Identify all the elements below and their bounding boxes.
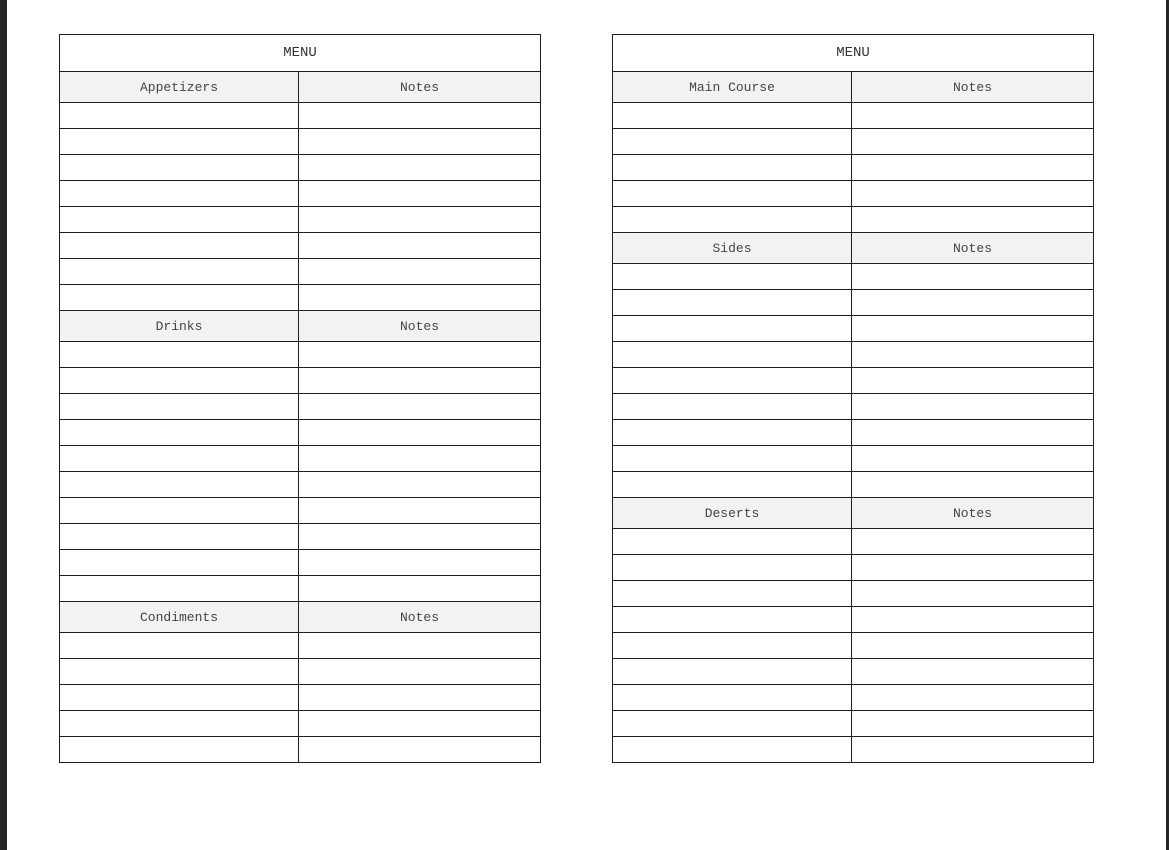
table-row [613,394,1094,420]
item-cell [613,207,852,233]
section-name: Deserts [613,498,852,529]
notes-cell [299,207,541,233]
notes-cell [299,446,541,472]
table-row [60,368,541,394]
item-cell [613,633,852,659]
item-cell [60,207,299,233]
notes-cell [299,285,541,311]
item-cell [613,394,852,420]
notes-cell [299,394,541,420]
menu-table-right [612,34,1094,763]
table-row [60,711,541,737]
table-row [613,290,1094,316]
menu-title: MENU [60,35,541,72]
table-row [613,420,1094,446]
item-cell [60,472,299,498]
section-name: Sides [613,233,852,264]
table-row [60,550,541,576]
table-row [60,342,541,368]
table-row [60,181,541,207]
section-name: Main Course [613,72,852,103]
table-row [60,472,541,498]
table-row [60,207,541,233]
notes-header: Notes [299,72,541,103]
table-row [613,316,1094,342]
notes-cell [852,342,1094,368]
table-row [60,259,541,285]
item-cell [613,155,852,181]
table-row [613,207,1094,233]
table-row [60,633,541,659]
table-row [60,446,541,472]
item-cell [613,659,852,685]
table-row [60,685,541,711]
notes-header: Notes [852,498,1094,529]
notes-cell [852,181,1094,207]
notes-cell [299,103,541,129]
notes-cell [299,659,541,685]
table-row [60,659,541,685]
menu-title: MENU [613,35,1094,72]
notes-header: Notes [852,233,1094,264]
item-cell [60,394,299,420]
table-row [613,737,1094,763]
notes-cell [852,103,1094,129]
notes-cell [299,524,541,550]
table-row [613,129,1094,155]
table-row [613,446,1094,472]
item-cell [613,711,852,737]
notes-cell [299,420,541,446]
item-cell [613,529,852,555]
item-cell [60,685,299,711]
table-row [613,181,1094,207]
item-cell [613,181,852,207]
item-cell [613,581,852,607]
notes-cell [299,259,541,285]
notes-cell [852,529,1094,555]
notes-cell [852,264,1094,290]
item-cell [60,633,299,659]
item-cell [60,129,299,155]
notes-cell [299,342,541,368]
notes-cell [299,711,541,737]
section-header-row [60,72,541,103]
table-row [60,233,541,259]
item-cell [613,472,852,498]
menu-title-row [613,35,1094,72]
table-row [613,342,1094,368]
item-cell [613,368,852,394]
section-header-row [613,498,1094,529]
notes-cell [852,581,1094,607]
table-row [613,155,1094,181]
notes-cell [852,633,1094,659]
notes-cell [852,394,1094,420]
notes-cell [852,711,1094,737]
table-row [60,420,541,446]
table-row [613,472,1094,498]
item-cell [60,446,299,472]
notes-cell [299,181,541,207]
notes-cell [852,207,1094,233]
item-cell [60,659,299,685]
item-cell [613,316,852,342]
menu-title-row [60,35,541,72]
item-cell [60,420,299,446]
item-cell [613,290,852,316]
item-cell [60,103,299,129]
section-name: Appetizers [60,72,299,103]
menu-table-body [60,35,541,763]
item-cell [60,259,299,285]
notes-cell [852,155,1094,181]
notes-header: Notes [852,72,1094,103]
section-header-row [613,233,1094,264]
table-row [613,555,1094,581]
section-header-row [613,72,1094,103]
item-cell [613,420,852,446]
notes-cell [299,233,541,259]
table-row [60,155,541,181]
item-cell [60,368,299,394]
menu-table-left [59,34,541,763]
table-row [60,103,541,129]
item-cell [613,264,852,290]
item-cell [613,129,852,155]
table-row [613,103,1094,129]
notes-cell [852,555,1094,581]
section-name: Condiments [60,602,299,633]
notes-cell [299,633,541,659]
notes-cell [299,368,541,394]
notes-cell [299,550,541,576]
notes-cell [852,685,1094,711]
item-cell [60,181,299,207]
notes-cell [852,659,1094,685]
notes-cell [852,472,1094,498]
table-row [613,711,1094,737]
item-cell [60,155,299,181]
menu-table-body [613,35,1094,763]
section-header-row [60,602,541,633]
item-cell [613,555,852,581]
table-row [613,264,1094,290]
table-row [613,607,1094,633]
notes-cell [299,685,541,711]
notes-cell [852,737,1094,763]
notes-cell [852,420,1094,446]
section-name: Drinks [60,311,299,342]
item-cell [60,737,299,763]
notes-header: Notes [299,311,541,342]
table-row [613,659,1094,685]
item-cell [613,342,852,368]
item-cell [60,711,299,737]
item-cell [613,103,852,129]
table-row [613,685,1094,711]
notes-cell [852,607,1094,633]
item-cell [60,498,299,524]
item-cell [60,342,299,368]
notes-cell [852,368,1094,394]
table-row [60,498,541,524]
item-cell [613,737,852,763]
notes-cell [299,737,541,763]
table-row [613,529,1094,555]
item-cell [60,576,299,602]
notes-cell [852,290,1094,316]
item-cell [613,607,852,633]
table-row [60,129,541,155]
item-cell [60,233,299,259]
notes-cell [299,129,541,155]
table-row [60,394,541,420]
notes-cell [852,316,1094,342]
notes-cell [299,576,541,602]
notes-cell [299,472,541,498]
table-row [60,576,541,602]
table-row [60,524,541,550]
viewer-left-edge [0,0,7,850]
item-cell [60,524,299,550]
table-row [60,737,541,763]
table-row [613,368,1094,394]
item-cell [60,550,299,576]
notes-header: Notes [299,602,541,633]
table-row [613,581,1094,607]
item-cell [613,685,852,711]
item-cell [60,285,299,311]
item-cell [613,446,852,472]
table-row [613,633,1094,659]
section-header-row [60,311,541,342]
notes-cell [852,129,1094,155]
table-row [60,285,541,311]
notes-cell [299,498,541,524]
notes-cell [852,446,1094,472]
notes-cell [299,155,541,181]
